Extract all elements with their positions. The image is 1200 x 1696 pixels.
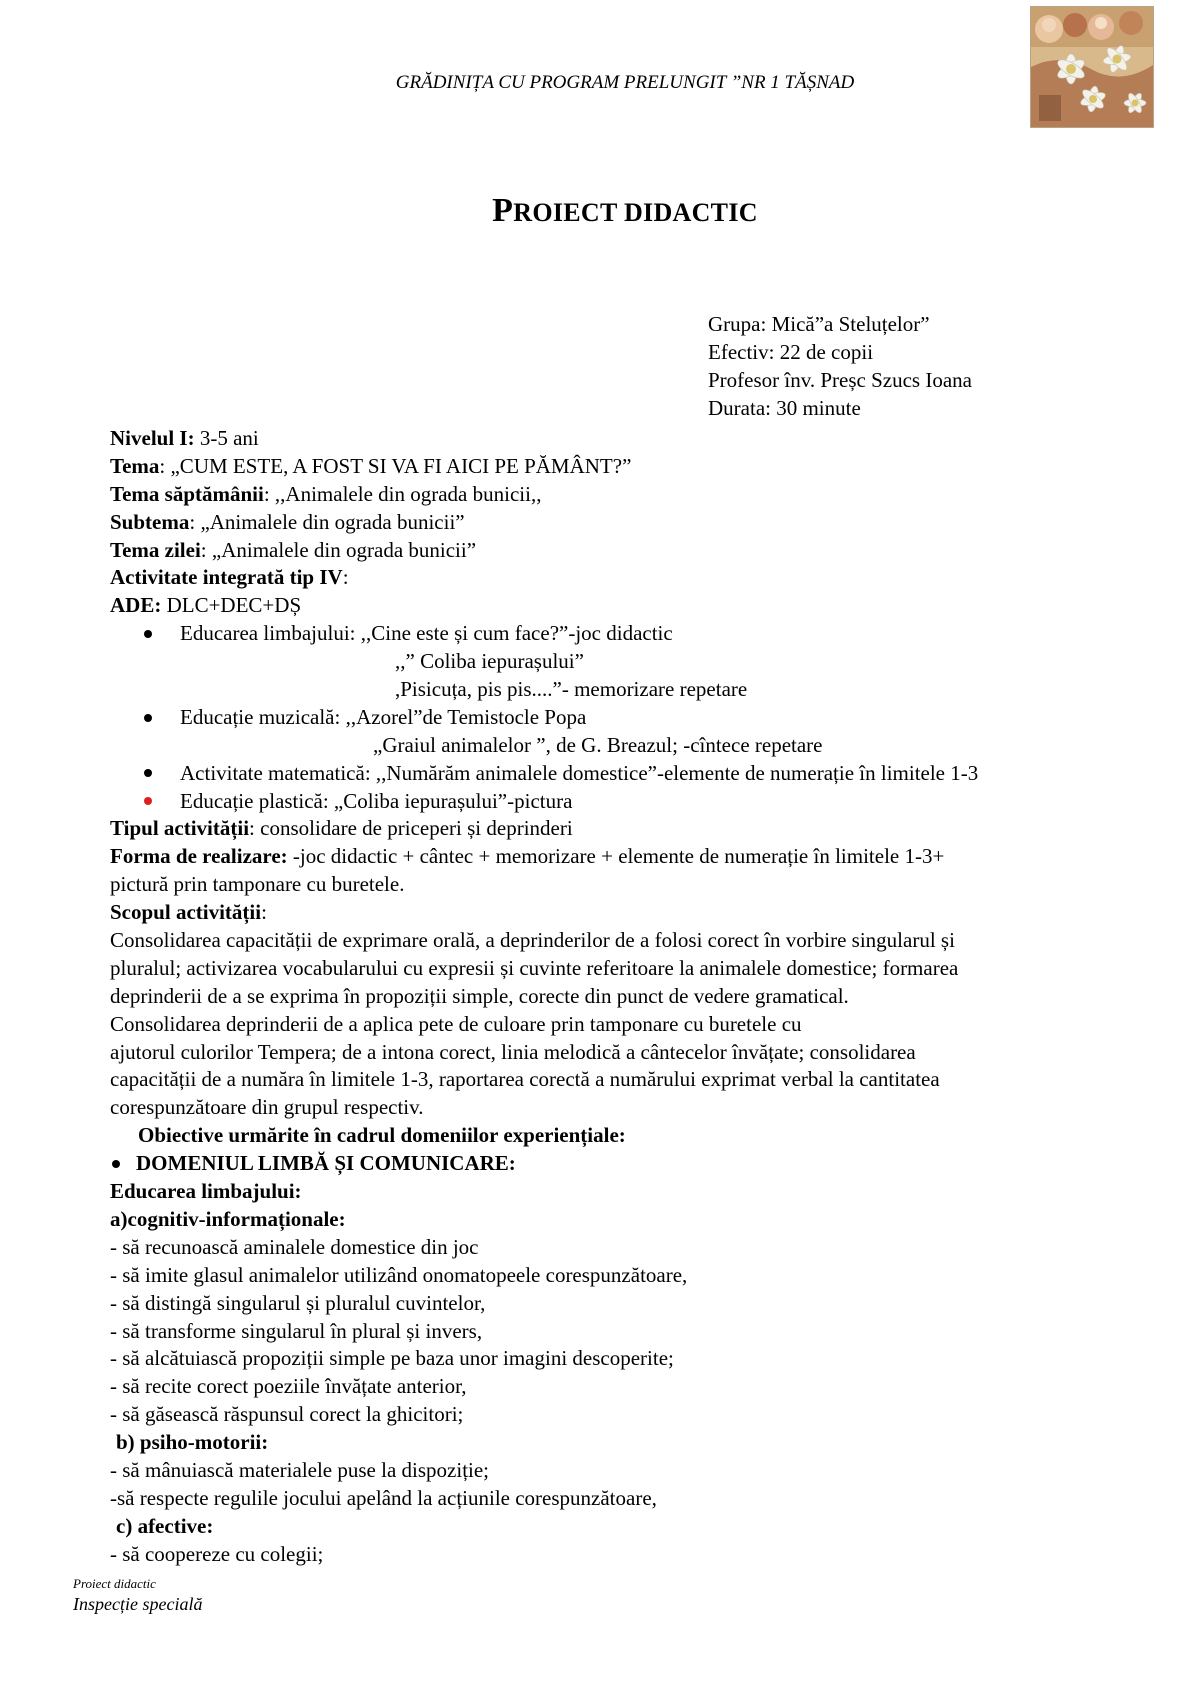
activity-kind-value: : consolidare de priceperi și deprinderi <box>249 816 573 841</box>
form-value: -joc didactic + cântec + memorizare + elemente de numerație în limitele 1-3+ <box>287 844 945 869</box>
day-theme-label: Tema zilei <box>110 537 201 562</box>
list-item <box>110 704 1150 732</box>
cognitive-heading: a)cognitiv-informaționale: <box>110 1206 346 1231</box>
bullet-icon <box>144 714 152 722</box>
objective-item: - să recite corect poeziile învățate anterior, <box>110 1374 467 1399</box>
bullet-icon <box>112 1160 120 1168</box>
theme-label: Tema <box>110 453 160 478</box>
activity-type-label: Activitate integrată tip IV <box>110 565 343 590</box>
form-label: Forma de realizare: <box>110 844 288 869</box>
list-item <box>110 620 1150 648</box>
subtheme-label: Subtema <box>110 509 190 534</box>
ade-language-item: Educarea limbajului: ,,Cine este și cum face?”-joc didactic <box>180 621 673 646</box>
footer-doc-type: Proiect didactic <box>73 1576 156 1591</box>
objective-item: - să distingă singularul și pluralul cuvintelor, <box>110 1290 486 1315</box>
objective-item: -să respecte regulile jocului apelând la acțiunile corespunzătoare, <box>110 1485 657 1510</box>
purpose-text-line: capacității de a număra în limitele 1-3, raportarea corectă a numărului exprimat verbal la cantitatea <box>110 1067 940 1092</box>
theme-line <box>110 453 1150 481</box>
group-size: Efectiv: 22 de copii <box>708 340 874 364</box>
objective-item: - să mânuiască materialele puse la dispoziție; <box>110 1457 490 1482</box>
list-item <box>110 760 1150 788</box>
ade-label: ADE: <box>110 593 162 618</box>
footer-inspection: Inspecție specială <box>73 1594 203 1614</box>
document-body <box>110 425 1150 1569</box>
purpose-heading <box>110 899 1150 927</box>
red-bullet-icon <box>144 797 152 805</box>
day-theme-value: : „Animalele din ograda bunicii” <box>200 537 477 562</box>
bullet-icon <box>144 769 152 777</box>
objective-item: - să coopereze cu colegii; <box>110 1541 324 1566</box>
list-item-continuation: ,Pisicuța, pis pis....”- memorizare repetare <box>395 677 748 702</box>
day-theme-line <box>110 537 1150 565</box>
bullet-icon <box>144 630 152 638</box>
purpose-text-line: Consolidarea deprinderii de a aplica pete de culoare prin tamponare cu buretele cu <box>110 1011 802 1036</box>
list-item-continuation: „Graiul animalelor ”, de G. Breazul; -cîntece repetare <box>373 732 823 757</box>
teacher-name: Profesor înv. Preșc Szucs Ioana <box>708 368 972 392</box>
level-value: 3-5 ani <box>194 426 259 450</box>
flowers-picture-logo <box>1030 6 1154 128</box>
group-name: Grupa: Mică”a Steluțelor” <box>708 312 930 336</box>
objective-item: - să recunoască aminalele domestice din joc <box>110 1234 479 1259</box>
purpose-text-line: corespunzătoare din grupul respectiv. <box>110 1095 424 1120</box>
week-theme-value: : ,,Animalele din ograda bunicii,, <box>263 481 542 506</box>
theme-value: : „CUM ESTE, A FOST SI VA FI AICI PE PĂMÂNT?” <box>159 453 632 478</box>
ade-art-item: Educație plastică: „Coliba iepurașului”-pictura <box>180 788 573 813</box>
activity-kind-line <box>110 815 1150 843</box>
week-theme-label: Tema săptămânii <box>110 481 264 506</box>
domain-title: DOMENIUL LIMBĂ ȘI COMUNICARE: <box>136 1151 516 1176</box>
edelweiss-picture <box>1031 7 1153 127</box>
objective-item: - să transforme singularul în plural și invers, <box>110 1318 483 1343</box>
week-theme-line <box>110 481 1150 509</box>
objective-item: - să alcătuiască propoziții simple pe baza unor imagini descoperite; <box>110 1346 674 1371</box>
school-header: GRĂDINIȚA CU PROGRAM PRELUNGIT ”NR 1 TĂȘNAD <box>395 72 855 93</box>
level-label: Nivelul I: <box>110 426 195 450</box>
ade-line <box>110 592 1150 620</box>
domain-heading <box>110 1150 1150 1178</box>
purpose-text-line: pluralul; activizarea vocabularului cu expresii și cuvinte referitoare la animalele domestice; formarea <box>110 955 959 980</box>
list-item-continuation: ,,” Coliba iepurașului” <box>395 649 584 674</box>
objectives-heading: Obiective urmărite în cadrul domeniilor experiențiale: <box>138 1123 626 1148</box>
affective-heading: c) afective: <box>116 1513 214 1538</box>
purpose-text-line: deprinderii de a se exprima în propoziții simple, corecte din punct de vedere gramatical. <box>110 983 849 1008</box>
ade-music-item: Educație muzicală: ,,Azorel”de Temistocle Popa <box>180 704 587 729</box>
subtheme-value: : „Animalele din ograda bunicii” <box>189 509 465 534</box>
list-item <box>110 788 1150 816</box>
objective-item: - să găsească răspunsul corect la ghicitori; <box>110 1402 464 1427</box>
title-rest: ROIECT DIDACTIC <box>513 198 758 227</box>
ade-value: DLC+DEC+DȘ <box>161 593 302 618</box>
form-line <box>110 843 1150 871</box>
form-line-continuation: pictură prin tamponare cu buretele. <box>110 872 405 897</box>
subtheme-line <box>110 509 1150 537</box>
purpose-label: Scopul activității <box>110 900 262 925</box>
purpose-text-line: Consolidarea capacității de exprimare orală, a deprinderilor de a folosi corect în vorbire singularul și <box>110 928 955 953</box>
psychomotor-heading: b) psiho-motorii: <box>116 1430 269 1455</box>
subdomain-heading: Educarea limbajului: <box>110 1179 302 1204</box>
level-line <box>110 425 1150 453</box>
objective-item: - să imite glasul animalelor utilizând onomatopeele corespunzătoare, <box>110 1262 688 1287</box>
group-info-block <box>708 310 972 422</box>
page-title <box>0 192 1200 230</box>
title-first-letter: P <box>492 192 514 229</box>
activity-type-value: : <box>342 565 349 590</box>
activity-kind-label: Tipul activității <box>110 816 250 841</box>
activity-duration: Durata: 30 minute <box>708 396 861 420</box>
ade-math-item: Activitate matematică: ,,Numărăm animalele domestice”-elemente de numerație în limitele 1-3 <box>180 760 979 785</box>
purpose-text-line: ajutorul culorilor Tempera; de a intona corect, linia melodică a cântecelor învățate; consolidarea <box>110 1039 916 1064</box>
activity-type-line <box>110 564 1150 592</box>
purpose-colon: : <box>261 900 267 925</box>
